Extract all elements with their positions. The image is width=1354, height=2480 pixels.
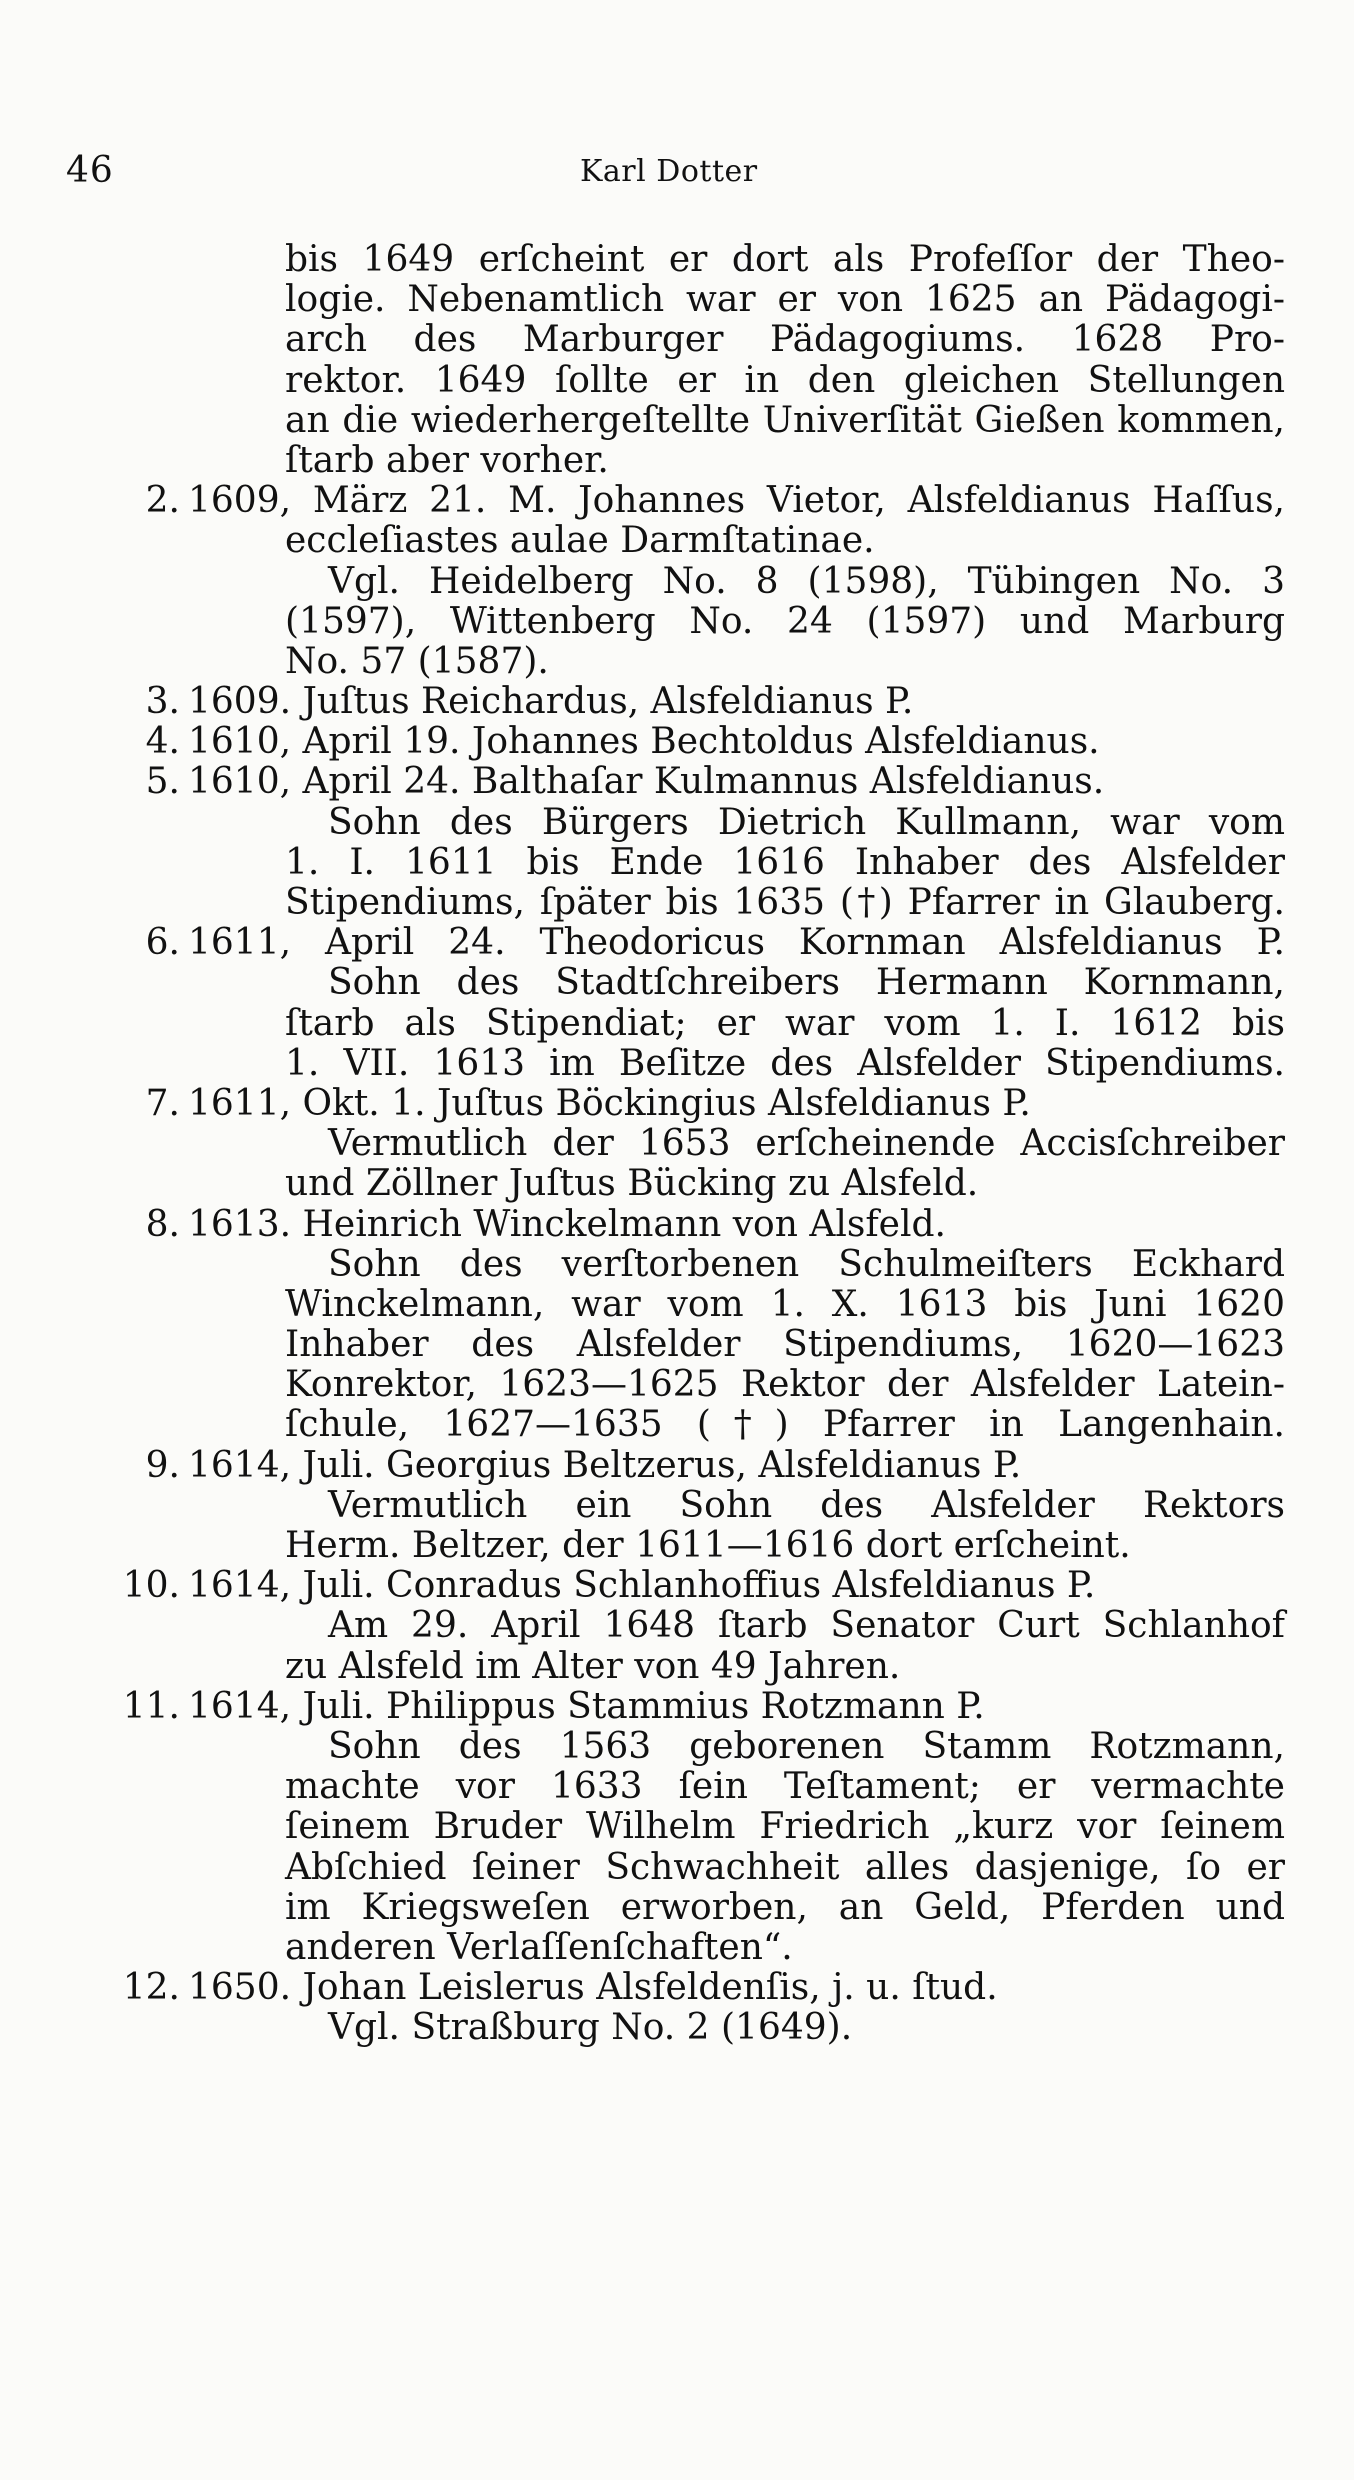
text-line: [60, 1767, 1285, 1807]
line-text: 1613. Heinrich Winckelmann von Alsfeld.: [188, 1203, 946, 1245]
entry-line: [60, 1205, 1285, 1245]
entry-number: 10.: [122, 1565, 180, 1607]
text-line: [60, 1405, 1285, 1445]
line-text: ſeinem Bruder Wilhelm Friedrich „kurz vor ſeinem: [285, 1806, 1285, 1848]
text-line: [60, 1004, 1285, 1044]
entry-number: 5.: [145, 761, 180, 803]
line-text: Stipendiums, ſpäter bis 1635 (†) Pfarrer in Glauberg.: [285, 882, 1285, 923]
text-line: [60, 1044, 1285, 1084]
text-line: [60, 1285, 1285, 1325]
line-text: (1597), Wittenberg No. 24 (1597) und Marburg: [285, 600, 1285, 642]
line-text: Sohn des Stadtſchreibers Hermann Kornmann,: [328, 962, 1285, 1004]
entry-number: 8.: [145, 1203, 180, 1245]
line-text: 1609. Juſtus Reichardus, Alsfeldianus P.: [188, 681, 914, 723]
page-number: 46: [66, 150, 114, 191]
line-text: arch des Marburger Pädagogiums. 1628 Pro-: [285, 319, 1285, 361]
line-text: und Zöllner Juſtus Bücking zu Alsfeld.: [285, 1163, 979, 1205]
text-line: [60, 401, 1285, 441]
line-text: an die wiederhergeſtellte Univerſität Gießen kommen,: [285, 399, 1285, 441]
line-text: 1614, Juli. Philippus Stammius Rotzmann P.: [188, 1685, 985, 1727]
line-text: Konrektor, 1623—1625 Rektor der Alsfelder Latein-: [285, 1364, 1285, 1406]
line-text: 1610, April 19. Johannes Bechtoldus Alsfeldianus.: [188, 721, 1100, 763]
line-text: Sohn des 1563 geborenen Stamm Rotzmann,: [328, 1725, 1285, 1767]
text-line: [60, 963, 1285, 1003]
line-text: rektor. 1649 ſollte er in den gleichen Stellungen: [285, 359, 1285, 401]
text-line: [60, 1245, 1285, 1285]
line-text: 1. VII. 1613 im Beſitze des Alsfelder Stipendiums.: [285, 1042, 1285, 1084]
line-text: 1614, Juli. Georgius Beltzerus, Alsfeldianus P.: [188, 1444, 1022, 1486]
text-line: [60, 361, 1285, 401]
line-text: Herm. Beltzer, der 1611—1616 dort erſcheint.: [285, 1525, 1131, 1566]
text-line: [60, 883, 1285, 923]
line-text: 1610, April 24. Balthaſar Kulmannus Alsfeldianus.: [188, 761, 1105, 803]
text-line: [60, 602, 1285, 642]
text-line: [60, 1928, 1285, 1968]
line-text: Vgl. Straßburg No. 2 (1649).: [328, 2007, 853, 2049]
text-line: [60, 1526, 1285, 1566]
text-line: [60, 240, 1285, 280]
entry-number: 11.: [122, 1685, 180, 1727]
entry-line: [60, 1968, 1285, 2008]
line-text: ſtarb als Stipendiat; er war vom 1. I. 1612 bis: [285, 1002, 1285, 1044]
entry-line: [60, 682, 1285, 722]
line-text: Abſchied ſeiner Schwachheit alles dasjenige, ſo er: [285, 1846, 1285, 1888]
line-text: logie. Nebenamtlich war er von 1625 an Pädagogi-: [285, 279, 1285, 321]
text-line: [60, 562, 1285, 602]
entry-line: [60, 1084, 1285, 1124]
text-line: [60, 1647, 1285, 1687]
entry-number: 7.: [145, 1082, 180, 1124]
line-text: zu Alsfeld im Alter von 49 Jahren.: [285, 1645, 901, 1687]
text-line: [60, 843, 1285, 883]
text-line: [60, 1807, 1285, 1847]
entry-number: 9.: [145, 1444, 180, 1486]
line-text: ſtarb aber vorher.: [285, 439, 609, 481]
line-text: anderen Verlaſſenſchaften“.: [285, 1926, 793, 1968]
line-text: 1609, März 21. M. Johannes Vietor, Alsfeldianus Haſſus,: [188, 480, 1285, 522]
line-text: Winckelmann, war vom 1. X. 1613 bis Juni 1620: [285, 1283, 1285, 1325]
entry-line: [60, 923, 1285, 963]
text-line: [60, 280, 1285, 320]
line-text: im Kriegsweſen erworben, an Geld, Pferden und: [285, 1886, 1285, 1928]
line-text: Vermutlich ein Sohn des Alsfelder Rektors: [328, 1484, 1285, 1526]
text-line: [60, 1325, 1285, 1365]
entry-line: [60, 1446, 1285, 1486]
text-line: [60, 1606, 1285, 1646]
text-line: [60, 642, 1285, 682]
text-line: [60, 1848, 1285, 1888]
line-text: Inhaber des Alsfelder Stipendiums, 1620—1623: [285, 1324, 1285, 1366]
text-line: [60, 1727, 1285, 1767]
line-text: 1. I. 1611 bis Ende 1616 Inhaber des Alsfelder: [285, 841, 1285, 883]
body-text: [60, 240, 1285, 2048]
line-text: Sohn des verſtorbenen Schulmeiſters Eckhard: [328, 1243, 1285, 1285]
text-line: [60, 521, 1285, 561]
page-header: [60, 150, 1280, 200]
line-text: 1611, April 24. Theodoricus Kornman Alsfeldianus P.: [188, 922, 1285, 964]
entry-line: [60, 762, 1285, 802]
entry-number: 3.: [145, 681, 180, 723]
text-line: [60, 803, 1285, 843]
text-line: [60, 1124, 1285, 1164]
entry-number: 6.: [145, 922, 180, 964]
line-text: ſchule, 1627—1635 (†) Pfarrer in Langenhain.: [285, 1404, 1285, 1446]
text-line: [60, 320, 1285, 360]
line-text: bis 1649 erſcheint er dort als Profeſſor der Theo-: [285, 239, 1285, 280]
line-text: eccleſiastes aulae Darmſtatinae.: [285, 520, 875, 562]
text-line: [60, 1365, 1285, 1405]
entry-line: [60, 481, 1285, 521]
line-text: Vermutlich der 1653 erſcheinende Accisſchreiber: [328, 1123, 1285, 1165]
entry-line: [60, 1687, 1285, 1727]
line-text: 1650. Johan Leislerus Alsfeldenſis, j. u. ſtud.: [188, 1967, 998, 2009]
entry-line: [60, 722, 1285, 762]
line-text: Vgl. Heidelberg No. 8 (1598), Tübingen No. 3: [328, 560, 1285, 602]
entry-line: [60, 1566, 1285, 1606]
line-text: Sohn des Bürgers Dietrich Kullmann, war vom: [328, 801, 1285, 843]
line-text: 1614, Juli. Conradus Schlanhoffius Alsfeldianus P.: [188, 1565, 1096, 1607]
line-text: No. 57 (1587).: [285, 640, 549, 682]
text-line: [60, 1486, 1285, 1526]
entry-number: 2.: [145, 480, 180, 522]
entry-number: 4.: [145, 721, 180, 763]
line-text: 1611, Okt. 1. Juſtus Böckingius Alsfeldianus P.: [188, 1082, 1031, 1124]
entry-number: 12.: [122, 1967, 180, 2009]
line-text: machte vor 1633 ſein Teſtament; er vermachte: [285, 1766, 1285, 1808]
text-line: [60, 441, 1285, 481]
text-line: [60, 1164, 1285, 1204]
line-text: Am 29. April 1648 ſtarb Senator Curt Schlanhof: [328, 1605, 1285, 1647]
running-head: Karl Dotter: [580, 154, 758, 189]
text-line: [60, 2008, 1285, 2048]
text-line: [60, 1888, 1285, 1928]
